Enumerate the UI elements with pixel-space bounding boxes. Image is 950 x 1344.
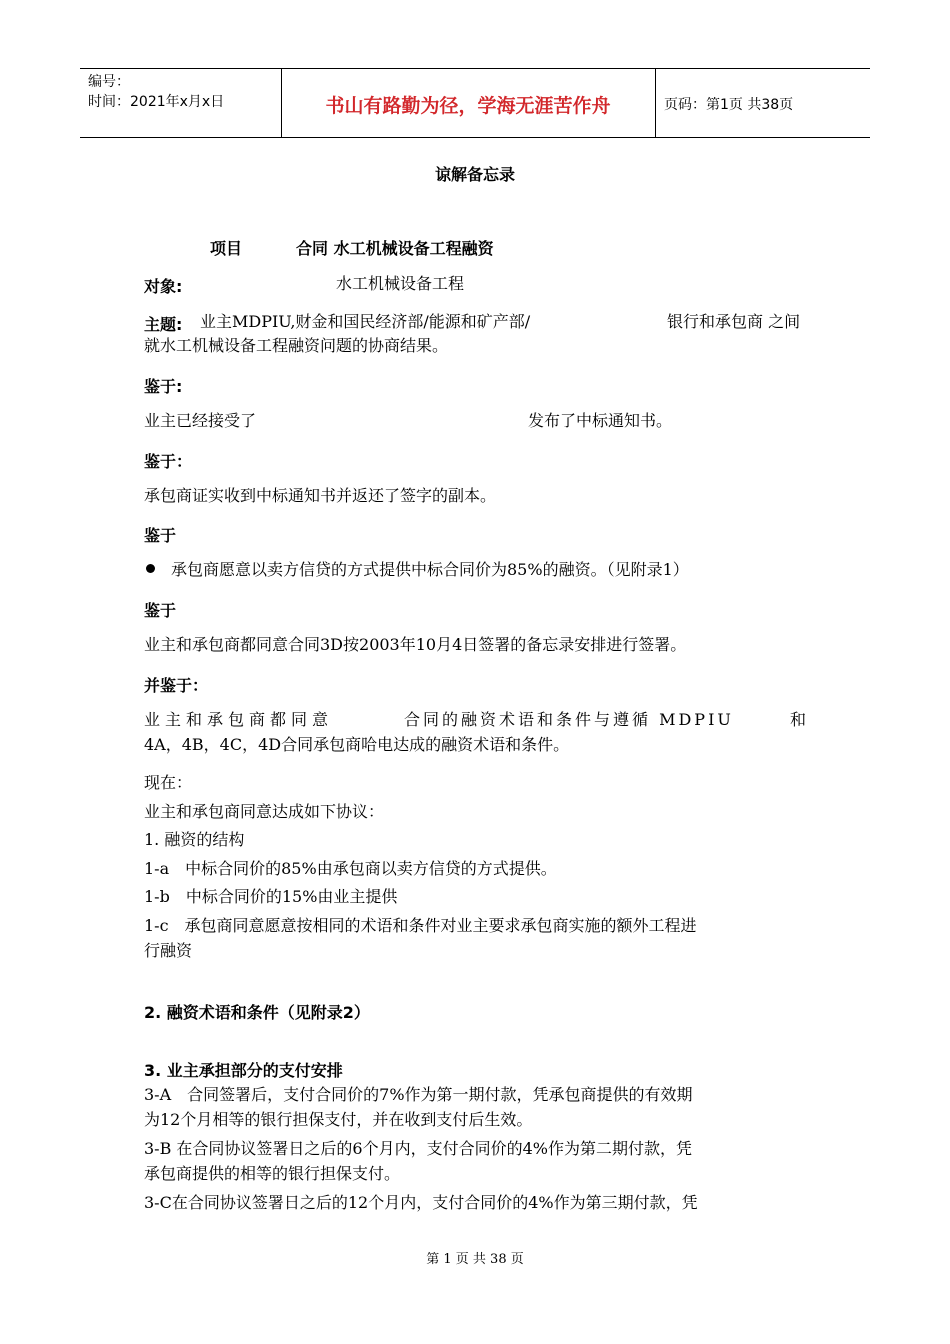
whereas1-text-b: 发布了中标通知书。 [528,411,673,430]
whereas5-line2: 4A，4B，4C，4D合同承包商哈电达成的融资术语和条件。 [144,735,570,754]
project-label: 项目 [210,239,243,258]
item-1b: 1-b 中标合同价的15%由业主提供 [144,887,398,906]
object-value: 水工机械设备工程 [336,274,465,293]
header-page-label: 页码：第1页 共38页 [664,97,794,113]
subject-line2: 就水工机械设备工程融资问题的协商结果。 [144,336,449,355]
item-3a-line2: 为12个月相等的银行担保支付，并在收到支付后生效。 [144,1110,533,1129]
item-1c-line1: 1-c 承包商同意愿意按相同的术语和条件对业主要求承包商实施的额外工程进 [144,916,697,935]
whereas5-line1-b: 合同的融资术语和条件与遵循 MDPIU [404,710,734,729]
whereas2-label: 鉴于： [144,452,193,471]
item-3a-line1: 3-A 合同签署后，支付合同价的7%作为第一期付款，凭承包商提供的有效期 [144,1085,693,1104]
whereas5-line1-c: 和 [790,710,807,729]
whereas4-label: 鉴于 [144,601,177,620]
bullet-dot-icon [146,564,155,573]
whereas1-label: 鉴于: [144,377,183,396]
header-number-label: 编号： [88,74,130,90]
page-header [80,68,870,138]
project-value: 合同 水工机械设备工程融资 [296,239,494,258]
page-footer: 第 1 页 共 38 页 [426,1252,524,1267]
now-label: 现在： [144,773,193,792]
whereas2-text: 承包商证实收到中标通知书并返还了签字的副本。 [144,486,497,505]
object-label: 对象: [144,277,183,296]
subject-line1: 业主MDPIU,财金和国民经济部/能源和矿产部/ [200,312,531,331]
section3-heading: 3. 业主承担部分的支付安排 [144,1061,343,1080]
item-3b-line2: 承包商提供的相等的银行担保支付。 [144,1164,401,1183]
document-title: 谅解备忘录 [434,165,515,184]
subject-line1-tail: 银行和承包商 之间 [667,312,801,331]
item-3b-line1: 3-B 在合同协议签署日之后的6个月内，支付合同价的4%作为第二期付款，凭 [144,1139,692,1158]
whereas3-bullet-text: 承包商愿意以卖方信贷的方式提供中标合同价为85%的融资。（见附录1） [171,560,689,579]
item-3c-line1: 3-C在合同协议签署日之后的12个月内，支付合同价的4%作为第三期付款，凭 [144,1193,698,1212]
header-motto: 书山有路勤为径，学海无涯苦作舟 [325,95,611,117]
whereas4-text: 业主和承包商都同意合同3D按2003年10月4日签署的备忘录安排进行签署。 [144,635,687,654]
section2-heading: 2. 融资术语和条件（见附录2） [144,1003,370,1022]
header-time-label: 时间：2021年x月x日 [88,94,225,110]
header-divider-right [655,69,656,137]
whereas3-bullet-item [146,560,689,580]
now-agree-text: 业主和承包商同意达成如下协议： [144,802,385,821]
item-1a: 1-a 中标合同价的85%由承包商以卖方信贷的方式提供。 [144,859,557,878]
subject-label: 主题: [144,315,183,334]
whereas1-text-a: 业主已经接受了 [144,411,257,430]
whereas3-label: 鉴于 [144,526,177,545]
item-1c-line2: 行融资 [144,941,193,960]
whereas5-line1-a: 业主和承包商都同意 [144,710,334,729]
whereas5-label: 并鉴于： [144,676,209,695]
section1-heading: 1. 融资的结构 [144,830,245,849]
